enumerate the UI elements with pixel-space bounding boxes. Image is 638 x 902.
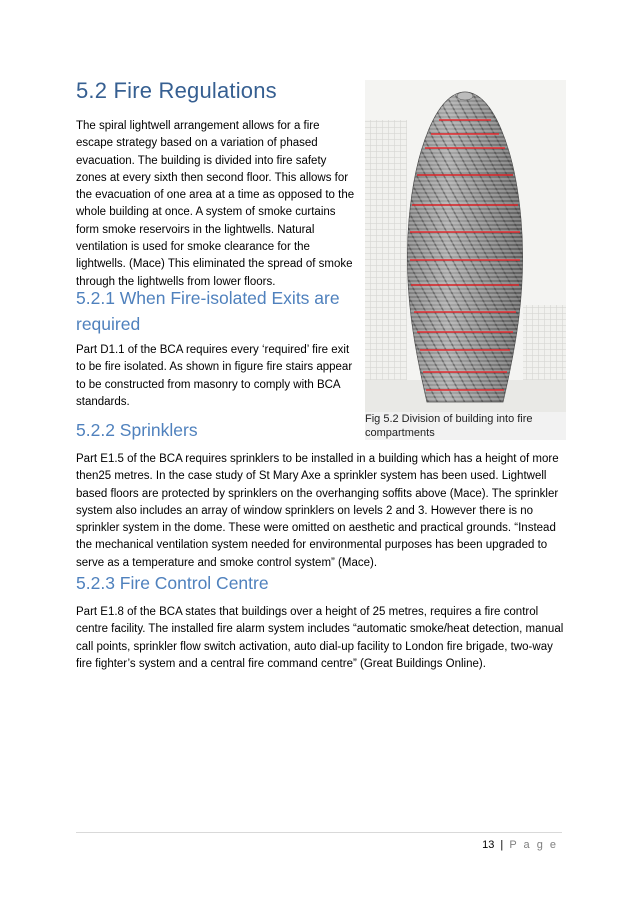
footer-separator: | (500, 839, 504, 851)
page-footer (482, 839, 558, 851)
building-figure (365, 80, 566, 412)
exits-heading-line2: required (76, 314, 141, 334)
footer-divider (76, 832, 562, 833)
section-heading: 5.2 Fire Regulations (76, 78, 277, 103)
exits-heading (76, 285, 340, 337)
control-paragraph: Part E1.8 of the BCA states that buildings over a height of 25 metres, requires a fire control centre facility. The installed fire alarm system includes “automatic smoke/heat detection, manual call points, sprinkler flow switch activation, auto dial-up facility to London fire brigade, two-way fire fighter’s system and a central fire command centre” (Great Buildings Online). (76, 606, 564, 670)
neighbour-building-left (365, 120, 407, 412)
intro-paragraph: The spiral lightwell arrangement allows for a fire escape strategy based on a variation of phased evacuation. The building is divided into fire safety zones at every sixth then second floor. This allows for the evacuation of one area at a time as opposed to the whole building at once. A system of smoke curtains form smoke reservoirs in the lightwells. Natural ventilation is used for smoke clearance for the lightwells. (Mace) This eliminated the spread of smoke through the lightwells from lower floors. (76, 120, 355, 288)
sprinklers-paragraph: Part E1.5 of the BCA requires sprinklers to be installed in a building which has a height of more then25 metres. In the case study of St Mary Axe a sprinkler system has been used. Lightwell based floors are protected by sprinklers on the overhanging soffits above (Mace). The sprinkler system also includes an array of window sprinklers on levels 2 and 3. However there is no sprinkler system in the dome. These were omitted on aesthetic and practical grounds. “Instead the mechanical ventilation system needed for environmental purposes has been upgraded to serve as a temperature and smoke control system” (Mace). (76, 453, 559, 569)
exits-heading-line1: 5.2.1 When Fire-isolated Exits are (76, 288, 340, 308)
page-word: P a g e (509, 839, 558, 851)
figure-caption: Fig 5.2 Division of building into fire compartments (365, 412, 566, 440)
dome-cap (457, 92, 473, 100)
building-elevation-drawing (365, 80, 566, 412)
page-number: 13 (482, 839, 495, 851)
exits-paragraph: Part D1.1 of the BCA requires every ‘required’ fire exit to be fire isolated. As shown in figure fire stairs appear to be constructed from masonry to comply with BCA standards. (76, 344, 353, 408)
floor-lines-pattern (407, 92, 522, 402)
control-heading: 5.2.3 Fire Control Centre (76, 573, 269, 593)
sprinklers-heading: 5.2.2 Sprinklers (76, 420, 198, 440)
